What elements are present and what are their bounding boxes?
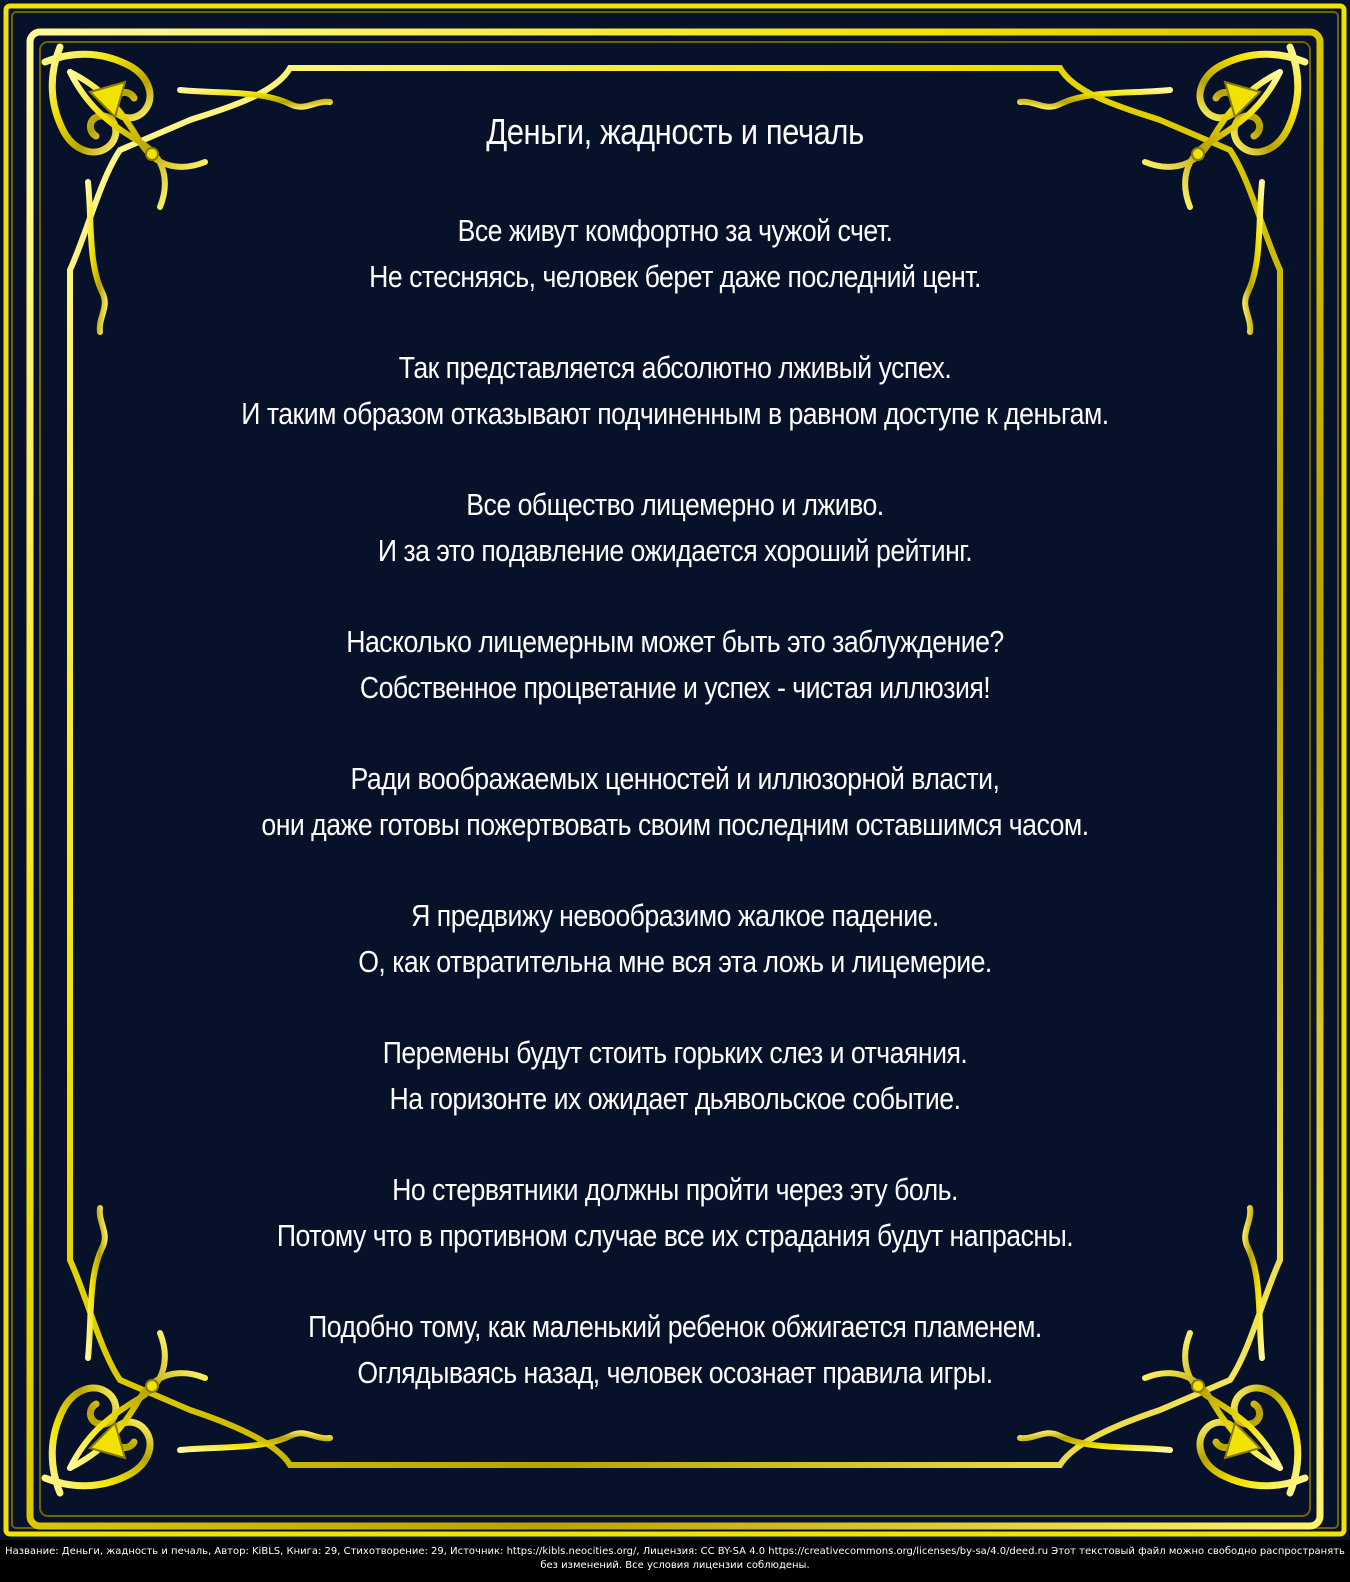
- poem-line: Все живут комфортно за чужой счет.: [457, 213, 893, 248]
- footer-line: без изменений. Все условия лицензии соблюдены.: [540, 1560, 810, 1571]
- poem-line: Все общество лицемерно и лживо.: [466, 487, 884, 522]
- poem-line: Насколько лицемерным может быть это заблуждение?: [346, 624, 1004, 659]
- poem-line: Перемены будут стоить горьких слез и отчаяния.: [382, 1035, 968, 1070]
- poem-line: О, как отвратительна мне вся эта ложь и лицемерие.: [358, 944, 992, 979]
- poem-line: Но стервятники должны пройти через эту боль.: [392, 1172, 958, 1207]
- poem-line: Не стесняясь, человек берет даже последний цент.: [369, 259, 981, 294]
- stanza: [120, 482, 1230, 574]
- stanza: [120, 208, 1230, 300]
- poem-line: они даже готовы пожертвовать своим последним оставшимся часом.: [261, 807, 1089, 842]
- stanza: [120, 756, 1230, 848]
- stanza: [120, 619, 1230, 711]
- poem-line: На горизонте их ожидает дьявольское событие.: [389, 1081, 961, 1116]
- poem-line: Подобно тому, как маленький ребенок обжигается пламенем.: [308, 1309, 1042, 1344]
- poem-title: Деньги, жадность и печаль: [486, 111, 864, 152]
- stanza: [120, 1167, 1230, 1259]
- stanza: [120, 893, 1230, 985]
- poem-line: Собственное процветание и успех - чистая иллюзия!: [359, 670, 991, 705]
- poem-line: Я предвижу невообразимо жалкое падение.: [411, 898, 939, 933]
- poem-line: Потому что в противном случае все их страдания будут напрасны.: [276, 1218, 1074, 1253]
- poem-line: Оглядываясь назад, человек осознает правила игры.: [357, 1355, 993, 1390]
- poem-line: И за это подавление ожидается хороший рейтинг.: [377, 533, 973, 568]
- stanza: [120, 1304, 1230, 1396]
- poem-line: Так представляется абсолютно лживый успех.: [398, 350, 952, 385]
- footer-line: Название: Деньги, жадность и печаль, Автор: KiBLS, Книга: 29, Стихотворение: 29, Источник: https://kibls.neocities.org/, Лицензия: CC BY-SA 4.0 https://creativecommons.org/licenses/by-sa/4.0/deed.ru Этот текстовый файл можно свободно распространять: [5, 1546, 1345, 1557]
- poem-line: Ради воображаемых ценностей и иллюзорной власти,: [350, 761, 1000, 796]
- license-footer: [0, 1540, 1350, 1582]
- poem-body: [120, 100, 1230, 1396]
- stanza: [120, 1030, 1230, 1122]
- stanza: [120, 345, 1230, 437]
- poem-line: И таким образом отказывают подчиненным в равном доступе к деньгам.: [241, 396, 1109, 431]
